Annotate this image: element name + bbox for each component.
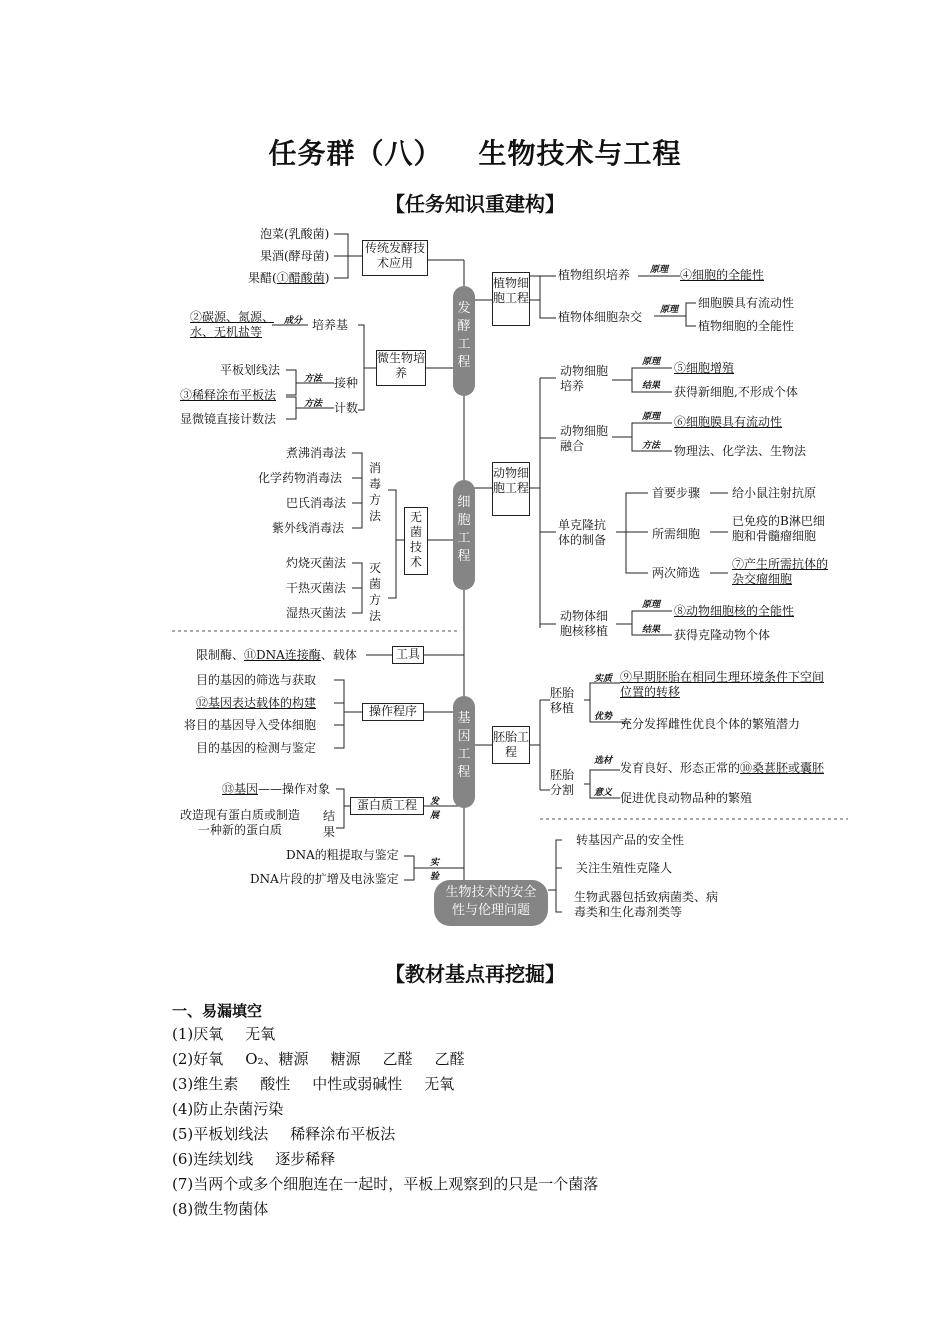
es-res1: 发育良好、形态正常的⑩桑葚胚或囊胚 [620, 761, 825, 775]
plant-box: 植物细胞工程 [492, 272, 530, 326]
plant-culture-res: ④细胞的全能性 [680, 268, 765, 282]
plant-culture: 植物组织培养 [558, 268, 631, 282]
trad-box: 传统发酵技术应用 [362, 240, 428, 276]
animal-box: 动物细胞工程 [492, 462, 530, 516]
fill-blank-heading: 一、易漏填空 [172, 1002, 263, 1020]
answer-line-4: (4)防止杂菌污染 [172, 1100, 284, 1118]
answer-line-8: (8)微生物菌体 [172, 1200, 269, 1218]
method-rel-2: 方法 [304, 399, 323, 409]
sterile-label: 灭菌方法 [368, 561, 381, 623]
disinfect-item-4: 紫外线消毒法 [272, 521, 345, 535]
et-res2: 充分发挥雌性优良个体的繁殖潜力 [620, 717, 801, 731]
gene-step-2: ⑫基因表达载体的构建 [196, 696, 317, 710]
disinfect-label: 消毒方法 [368, 461, 381, 523]
disinfect-item-3: 巴氏消毒法 [286, 496, 347, 510]
sterile-item-2: 干热灭菌法 [286, 581, 347, 595]
mab-step1-res: 给小鼠注射抗原 [732, 486, 817, 500]
experiment-1: DNA的粗提取与鉴定 [286, 848, 399, 862]
embryo-split: 胚胎分割 [550, 768, 575, 797]
answer-line-7: (7)当两个或多个细胞连在一起时，平板上观察到的只是一个菌落 [172, 1175, 599, 1193]
safety-pill: 生物技术的安全性与伦理问题 [434, 880, 548, 926]
es-rel1: 选材 [594, 756, 613, 766]
safety-item-1: 转基因产品的安全性 [576, 833, 685, 847]
mab-step1: 首要步骤 [652, 486, 701, 500]
trad-item-3: 果醋(①醋酸菌) [248, 271, 330, 285]
gene-step-4: 目的基因的检测与鉴定 [196, 741, 317, 755]
experiment-label: 实验 [430, 858, 440, 882]
steps-box: 操作程序 [362, 703, 424, 721]
inoculate-label: 接种 [334, 376, 359, 390]
cell-pill: 细胞工程 [453, 480, 475, 590]
experiment-2: DNA片段的扩增及电泳鉴定 [250, 872, 399, 886]
af-rel1: 原理 [642, 412, 661, 422]
method-rel-1: 方法 [304, 374, 323, 384]
plant-hybrid-res2: 植物细胞的全能性 [698, 319, 795, 333]
et-res1: ⑨早期胚胎在相同生理环境条件下空间位置的转移 [620, 670, 825, 699]
safety-item-3: 生物武器包括致病菌类、病毒类和生化毒剂类等 [574, 890, 719, 919]
answer-line-6: (6)连续划线 逐步稀释 [172, 1150, 336, 1168]
mab-step2: 所需细胞 [652, 527, 701, 541]
section-title-map: 【任务知识重建构】 [385, 192, 565, 216]
mab: 单克隆抗体的制备 [558, 518, 607, 547]
mab-step2-res: 已免疫的B淋巴细胞和骨髓瘤细胞 [732, 514, 825, 543]
embryo-box: 胚胎工程 [492, 726, 530, 764]
spread-method: ③稀释涂布平板法 [180, 388, 277, 402]
develop-label: 发展 [430, 797, 440, 821]
plant-culture-rel: 原理 [650, 265, 669, 275]
sterile-item-3: 湿热灭菌法 [286, 606, 347, 620]
medium-label: 培养基 [312, 318, 349, 332]
gene-pill: 基因工程 [453, 696, 475, 808]
mab-step3: 两次筛选 [652, 566, 701, 580]
ac-rel2: 结果 [642, 381, 661, 391]
gene-tools: 限制酶、⑪DNA连接酶、载体 [196, 648, 357, 662]
answer-line-1: (1)厌氧 无氧 [172, 1025, 276, 1043]
plant-hybrid: 植物体细胞杂交 [558, 310, 643, 324]
trad-item-2: 果酒(酵母菌) [260, 249, 330, 263]
trad-item-1: 泡菜(乳酸菌) [260, 227, 330, 241]
af-rel2: 方法 [642, 441, 661, 451]
nt-rel1: 原理 [642, 600, 661, 610]
es-rel2: 意义 [594, 788, 613, 798]
answer-line-3: (3)维生素 酸性 中性或弱碱性 无氧 [172, 1075, 455, 1093]
count-label: 计数 [334, 401, 359, 415]
nt-res2: 获得克隆动物个体 [674, 628, 771, 642]
plant-hybrid-rel: 原理 [660, 305, 679, 315]
section-title-basics: 【教材基点再挖掘】 [385, 962, 565, 986]
protein-result-rel: 结果 [322, 809, 335, 839]
safety-item-2: 关注生殖性克隆人 [576, 861, 673, 875]
nt-rel2: 结果 [642, 625, 661, 635]
animal-fusion: 动物细胞融合 [560, 424, 609, 453]
page-title: 任务群（八） 生物技术与工程 [268, 137, 682, 170]
embryo-transfer: 胚胎移植 [550, 686, 575, 715]
animal-culture: 动物细胞培养 [560, 364, 609, 393]
ac-rel1: 原理 [642, 357, 661, 367]
answer-line-2: (2)好氧 O₂、糖源 糖源 乙醛 乙醛 [172, 1050, 465, 1068]
plant-hybrid-res1: 细胞膜具有流动性 [698, 296, 795, 310]
disinfect-item-2: 化学药物消毒法 [258, 471, 343, 485]
et-rel1: 实质 [594, 674, 613, 684]
tools-box: 工具 [392, 646, 424, 664]
medium-rel: 成分 [284, 316, 303, 326]
nt-res1: ⑧动物细胞核的全能性 [674, 604, 795, 618]
disinfect-item-1: 煮沸消毒法 [286, 446, 347, 460]
protein-box: 蛋白质工程 [350, 797, 424, 815]
et-rel2: 优势 [594, 712, 613, 722]
protein-object-rel: 操作对象 [282, 782, 331, 796]
gene-step-1: 目的基因的筛选与获取 [196, 673, 317, 687]
aseptic-box: 无菌技术 [404, 507, 428, 575]
protein-result: 改造现有蛋白质或制造一种新的蛋白质 [180, 808, 301, 837]
ac-res2: 获得新细胞,不形成个体 [674, 385, 798, 399]
af-res1: ⑥细胞膜具有流动性 [674, 415, 783, 429]
micro-box: 微生物培养 [376, 350, 426, 386]
es-res2: 促进优良动物品种的繁殖 [620, 791, 753, 805]
medium-items: ②碳源、氮源、水、无机盐等 [190, 310, 275, 339]
protein-object: ⑬基因—— [222, 782, 283, 796]
sterile-item-1: 灼烧灭菌法 [286, 556, 347, 570]
count-direct: 显微镜直接计数法 [180, 412, 277, 426]
af-res2: 物理法、化学法、生物法 [674, 444, 807, 458]
nuclear-transfer: 动物体细胞核移植 [560, 609, 609, 638]
streak-method: 平板划线法 [220, 363, 281, 377]
mab-step3-res: ⑦产生所需抗体的杂交瘤细胞 [732, 557, 829, 586]
gene-step-3: 将目的基因导入受体细胞 [184, 718, 317, 732]
answer-line-5: (5)平板划线法 稀释涂布平板法 [172, 1125, 396, 1143]
ferment-pill: 发酵工程 [453, 286, 475, 396]
ac-res1: ⑤细胞增殖 [674, 361, 735, 375]
